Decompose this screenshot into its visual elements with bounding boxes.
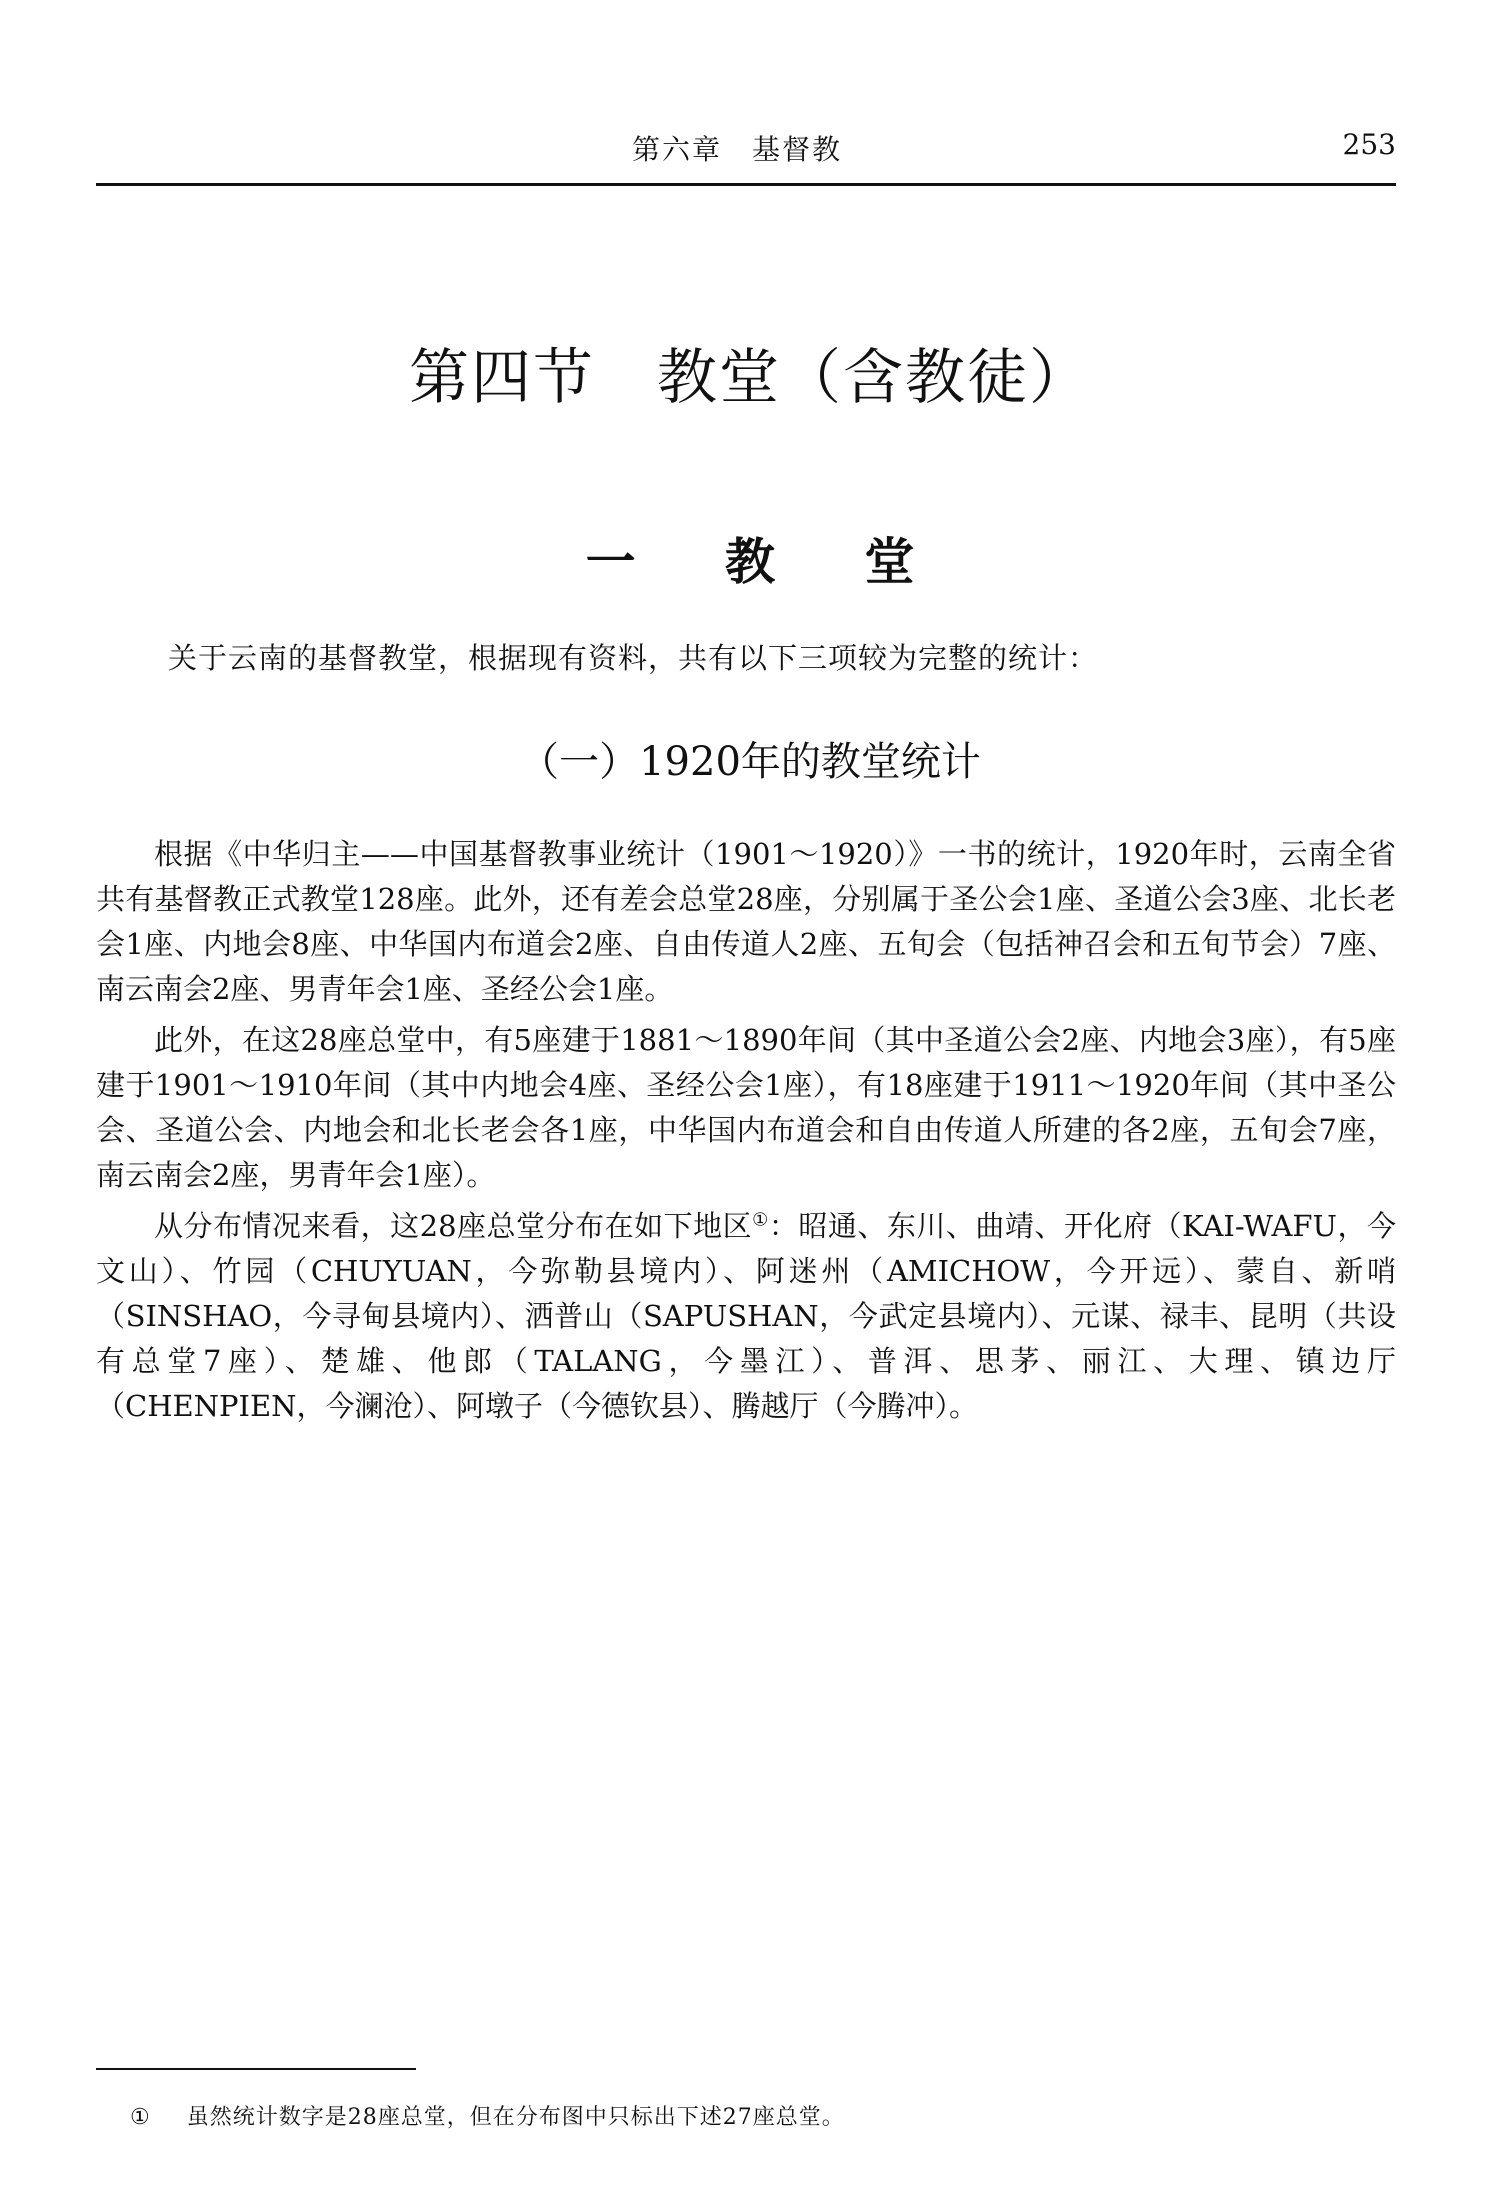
footnote-rule	[96, 2068, 416, 2070]
section-title: 第四节 教堂（含教徒）	[409, 343, 1091, 413]
footnote	[130, 2100, 845, 2131]
subsubsection-title: （一）1920年的教堂统计	[519, 739, 981, 785]
footnote-text: 虽然统计数字是28座总堂，但在分布图中只标出下述27座总堂。	[186, 2105, 845, 2130]
subsection-char-1: 教	[725, 532, 775, 591]
subsection-number: 一	[585, 532, 636, 591]
paragraph-3-before-note: 从分布情况来看，这28座总堂分布在如下地区	[154, 1209, 753, 1243]
paragraph-3	[96, 1204, 1396, 1429]
body-text	[96, 832, 1396, 1435]
subsection-heading	[0, 522, 1500, 594]
paragraph-3-after-note: ：昭通、东川、曲靖、开化府（KAI-WAFU，今文山）、竹园（CHUYUAN，今弥勒县境内）、阿迷州（AMICHOW，今开远）、蒙自、新哨（SINSHAO，今寻甸县境内）、洒普山（SAPUSHAN，今武定县境内）、元谋、禄丰、昆明（共设有总堂7座）、楚雄、他郎（TALANG，今墨江）、普洱、思茅、丽江、大理、镇边厅（CHENPIEN，今澜沧）、阿墩子（今德钦县）、腾越厅（今腾冲）。	[96, 1209, 1396, 1423]
header-rule	[96, 183, 1396, 186]
running-title: 第六章 基督教	[632, 133, 843, 166]
footnote-mark: ①	[130, 2105, 151, 2130]
paragraph-1: 根据《中华归主——中国基督教事业统计（1901～1920）》一书的统计，1920年时，云南全省共有基督教正式教堂128座。此外，还有差会总堂28座，分别属于圣公会1座、圣道公会3座、北长老会1座、内地会8座、中华国内布道会2座、自由传道人2座、五旬会（包括神召会和五旬节会）7座、南云南会2座、男青年会1座、圣经公会1座。	[96, 837, 1396, 1006]
running-header	[96, 128, 1396, 172]
page-number: 253	[1342, 128, 1396, 161]
footnote-reference[interactable]: ①	[752, 1209, 769, 1231]
subsection-char-2: 堂	[864, 532, 915, 591]
intro-paragraph: 关于云南的基督教堂，根据现有资料，共有以下三项较为完整的统计：	[168, 641, 1099, 675]
paragraph-2: 此外，在这28座总堂中，有5座建于1881～1890年间（其中圣道公会2座、内地会3座），有5座建于1901～1910年间（其中内地会4座、圣经公会1座），有18座建于1911～1920年间（其中圣公会、圣道公会、内地会和北长老会各1座，中华国内布道会和自由传道人所建的各2座，五旬会7座，南云南会2座，男青年会1座）。	[96, 1023, 1396, 1192]
